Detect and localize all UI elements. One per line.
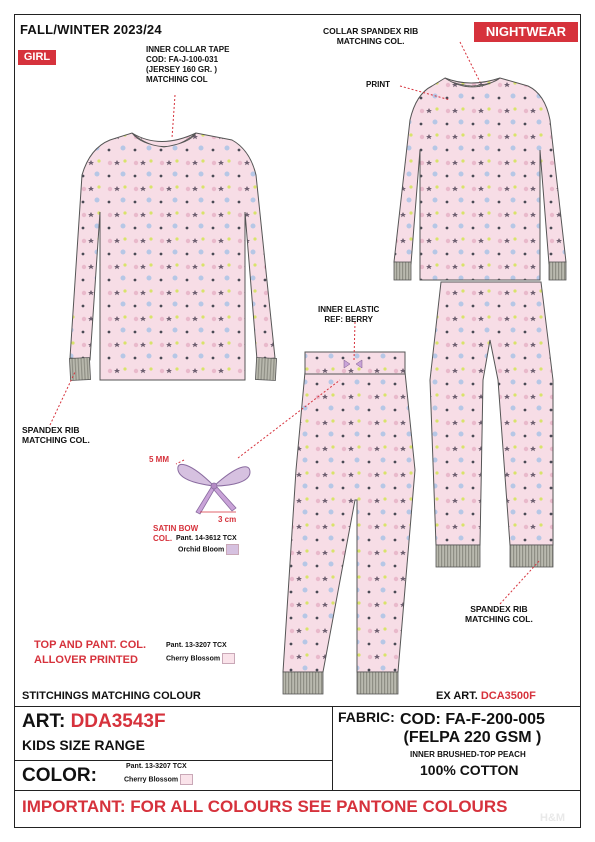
stitchings-note: STITCHINGS MATCHING COLOUR <box>22 690 201 702</box>
satin-bow-pantone: Pant. 14-3612 TCX <box>176 535 237 542</box>
back-top-drawing <box>394 78 566 280</box>
top-pant-color-name: Cherry Blossom <box>166 653 235 664</box>
divider-middle <box>14 760 332 761</box>
divider-top <box>14 706 581 707</box>
fabric-content: 100% COTTON <box>420 762 519 778</box>
color-pantone: Pant. 13-3207 TCX <box>126 763 187 770</box>
divider-bottom <box>14 790 581 791</box>
print-note: PRINT <box>366 80 390 89</box>
front-top-drawing <box>69 133 276 381</box>
gender-badge: GIRL <box>18 50 56 65</box>
color-swatch <box>180 774 193 785</box>
satin-bow-color: Orchid Bloom <box>178 544 239 555</box>
bow-length-note: 3 cm <box>218 515 237 524</box>
top-pant-color-note: TOP AND PANT. COL. ALLOVER PRINTED <box>34 639 147 666</box>
top-pant-pantone: Pant. 13-3207 TCX <box>166 642 227 649</box>
satin-bow-note: SATIN BOW COL. <box>153 524 199 543</box>
watermark-logo: H&M <box>540 812 566 824</box>
article-number: ART: DDA3543F <box>22 711 166 732</box>
color-name: Cherry Blossom <box>124 774 193 785</box>
satin-bow-drawing <box>178 464 250 514</box>
ex-art: EX ART. DCA3500F <box>436 690 536 702</box>
size-range: KIDS SIZE RANGE <box>22 737 145 753</box>
back-pants-drawing <box>430 282 553 567</box>
category-badge: NIGHTWEAR <box>474 22 578 42</box>
front-pants-drawing <box>283 352 415 694</box>
collar-spandex-note: COLLAR SPANDEX RIB MATCHING COL. <box>323 26 419 46</box>
fabric-inner: INNER BRUSHED-TOP PEACH <box>410 750 526 759</box>
season-title: FALL/WINTER 2023/24 <box>20 22 162 37</box>
inner-collar-tape-note: INNER COLLAR TAPE COD: FA-J-100-031 (JERSEY 160 GR. ) MATCHING COL <box>146 45 230 84</box>
fabric-label: FABRIC: <box>338 709 395 725</box>
inner-elastic-note: INNER ELASTIC REF: BERRY <box>318 305 380 324</box>
color-label: COLOR: <box>22 765 97 786</box>
spandex-rib-right-note: SPANDEX RIB MATCHING COL. <box>465 604 533 624</box>
divider-vertical <box>332 706 333 790</box>
important-note: IMPORTANT: FOR ALL COLOURS SEE PANTONE COLOURS <box>22 797 508 816</box>
spandex-rib-left-note: SPANDEX RIB MATCHING COL. <box>22 425 90 445</box>
bow-width-note: 5 MM <box>149 455 169 464</box>
fabric-details: COD: FA-F-200-005 (FELPA 220 GSM ) <box>400 711 545 746</box>
